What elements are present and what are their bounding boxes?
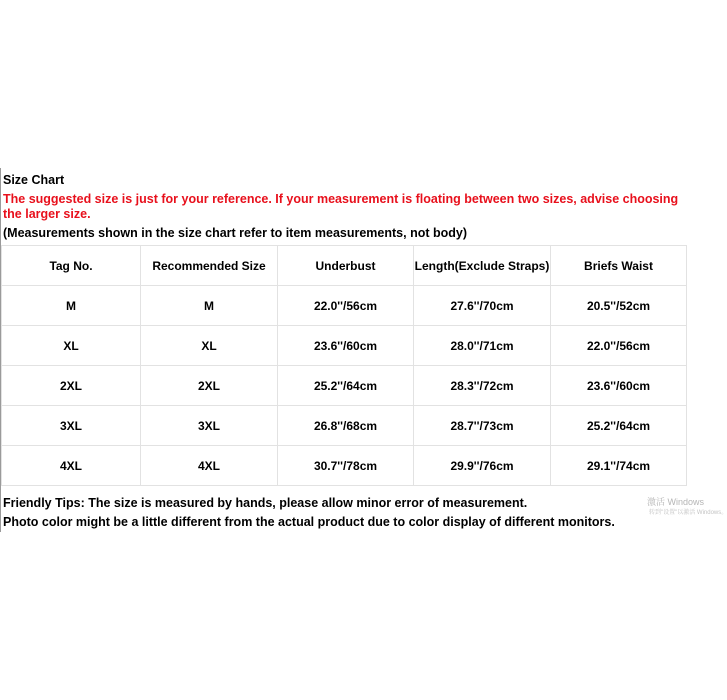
table-header-row — [2, 246, 687, 286]
color-disclaimer: Photo color might be a little different from the actual product due to color display of different monitors. — [3, 515, 615, 529]
cell-underbust: 25.2''/64cm — [278, 366, 414, 406]
header-tag-no: Tag No. — [2, 246, 141, 286]
size-advice-notice: The suggested size is just for your reference. If your measurement is floating between two sizes, advise choosing the larger size. — [3, 192, 679, 221]
cell-recommended-size: XL — [141, 326, 278, 366]
cell-underbust: 30.7''/78cm — [278, 446, 414, 486]
cell-length: 29.9''/76cm — [414, 446, 551, 486]
table-row — [2, 366, 687, 406]
cell-underbust: 22.0''/56cm — [278, 286, 414, 326]
size-table — [1, 245, 687, 486]
cell-tag-no: 4XL — [2, 446, 141, 486]
table-row — [2, 446, 687, 486]
cell-length: 27.6''/70cm — [414, 286, 551, 326]
cell-recommended-size: 2XL — [141, 366, 278, 406]
table-row — [2, 406, 687, 446]
cell-tag-no: 2XL — [2, 366, 141, 406]
cell-briefs-waist: 20.5''/52cm — [551, 286, 687, 326]
cell-briefs-waist: 25.2''/64cm — [551, 406, 687, 446]
cell-underbust: 23.6''/60cm — [278, 326, 414, 366]
table-row — [2, 286, 687, 326]
header-briefs-waist: Briefs Waist — [551, 246, 687, 286]
cell-briefs-waist: 22.0''/56cm — [551, 326, 687, 366]
cell-briefs-waist: 29.1''/74cm — [551, 446, 687, 486]
cell-tag-no: 3XL — [2, 406, 141, 446]
cell-length: 28.3''/72cm — [414, 366, 551, 406]
cell-recommended-size: 3XL — [141, 406, 278, 446]
cell-briefs-waist: 23.6''/60cm — [551, 366, 687, 406]
cell-recommended-size: 4XL — [141, 446, 278, 486]
cell-length: 28.7''/73cm — [414, 406, 551, 446]
header-recommended-size: Recommended Size — [141, 246, 278, 286]
size-chart-title: Size Chart — [3, 173, 65, 187]
cell-length: 28.0''/71cm — [414, 326, 551, 366]
cell-tag-no: M — [2, 286, 141, 326]
friendly-tip: Friendly Tips: The size is measured by hands, please allow minor error of measurement. — [3, 496, 528, 510]
table-row — [2, 326, 687, 366]
measurement-note: (Measurements shown in the size chart refer to item measurements, not body) — [3, 226, 467, 240]
activate-windows-watermark: 激活 Windows — [647, 497, 705, 507]
activate-windows-watermark-subtext: 转到"设置"以激活 Windows。 — [649, 510, 727, 516]
cell-recommended-size: M — [141, 286, 278, 326]
header-length: Length(Exclude Straps) — [414, 246, 551, 286]
cell-underbust: 26.8''/68cm — [278, 406, 414, 446]
header-underbust: Underbust — [278, 246, 414, 286]
cell-tag-no: XL — [2, 326, 141, 366]
